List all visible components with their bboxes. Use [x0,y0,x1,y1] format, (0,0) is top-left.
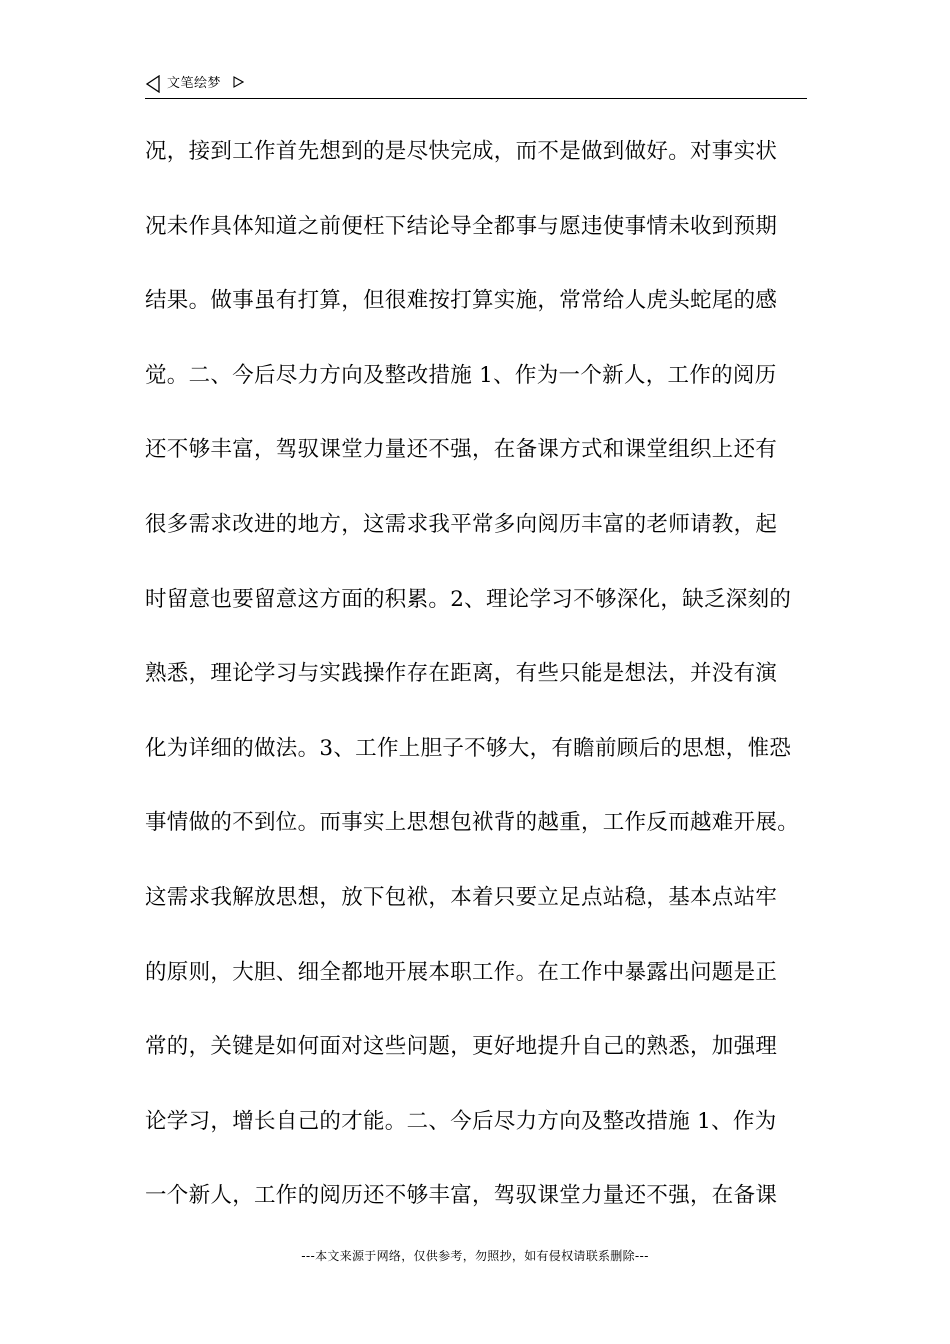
body-line: 常的，关键是如何面对这些问题，更好地提升自己的熟悉，加强理 [145,1034,778,1060]
body-line: 况未作具体知道之前便枉下结论导全都事与愿违使事情未收到预期 [145,213,778,239]
right-triangle-icon [233,76,244,88]
document-body [145,130,825,1249]
page-footer: ---本文来源于网络，仅供参考，勿照抄，如有侵权请联系删除--- [301,1249,649,1263]
body-line: 况，接到工作首先想到的是尽快完成，而不是做到做好。对事实状 [145,139,778,164]
body-line: 熟悉，理论学习与实践操作存在距离，有些只能是想法，并没有演 [145,661,778,687]
body-line: 一个新人，工作的阅历还不够丰富，驾驭课堂力量还不强，在备课 [145,1183,778,1209]
body-line: 还不够丰富，驾驭课堂力量还不强，在备课方式和课堂组织上还有 [145,437,778,463]
body-line: 结果。做事虽有打算，但很难按打算实施，常常给人虎头蛇尾的感 [145,288,778,314]
body-line: 化为详细的做法。3、工作上胆子不够大，有瞻前顾后的思想，惟恐 [145,735,792,761]
body-line: 事情做的不到位。而事实上思想包袱背的越重，工作反而越难开展。 [145,810,800,836]
body-line: 这需求我解放思想，放下包袱，本着只要立足点站稳，基本点站牢 [145,884,778,910]
body-line: 的原则，大胆、细全都地开展本职工作。在工作中暴露出问题是正 [145,959,778,985]
body-line: 很多需求改进的地方，这需求我平常多向阅历丰富的老师请教，起 [145,511,778,537]
body-line: 时留意也要留意这方面的积累。2、理论学习不够深化，缺乏深刻的 [145,586,792,612]
page-header [145,72,807,99]
left-triangle-icon [145,75,161,93]
body-line: 论学习，增长自己的才能。二、今后尽力方向及整改措施 1、作为 [145,1108,777,1134]
header-title: 文笔绘梦 [167,76,222,91]
body-line: 觉。二、今后尽力方向及整改措施 1、作为一个新人，工作的阅历 [145,362,777,388]
